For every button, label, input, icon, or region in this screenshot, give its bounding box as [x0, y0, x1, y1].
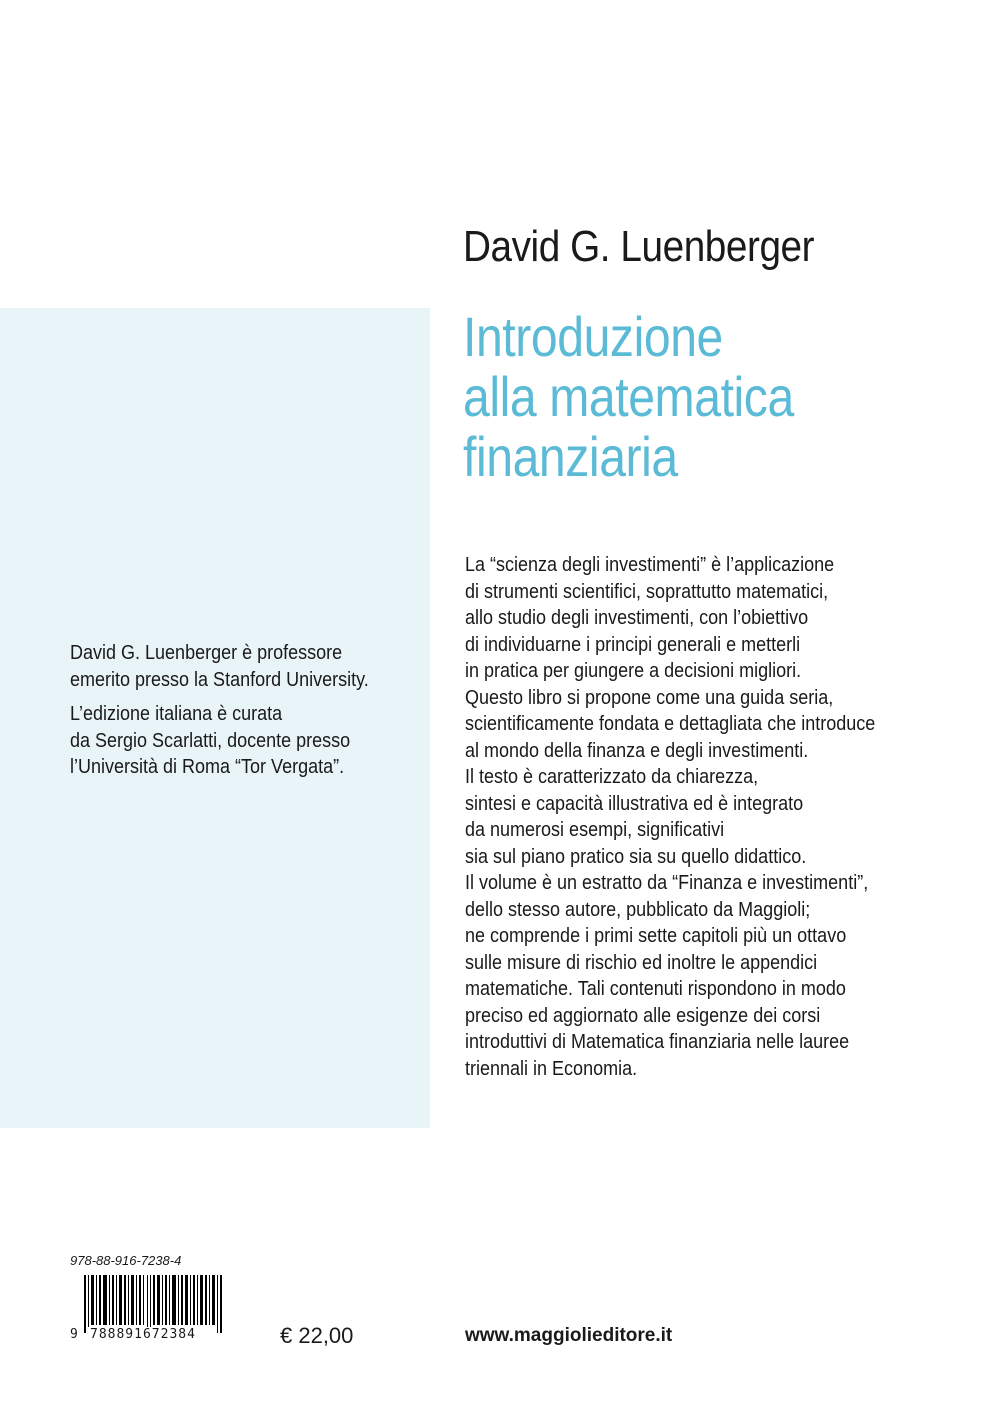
bio-line: da Sergio Scarlatti, docente presso — [70, 729, 351, 752]
description-line: sintesi e capacità illustrativa ed è integrato — [465, 792, 804, 815]
book-description — [465, 552, 933, 1082]
bio-line: l’Università di Roma “Tor Vergata”. — [70, 756, 345, 778]
book-title-line: finanziaria — [463, 425, 678, 488]
description-line: allo studio degli investimenti, con l’obiettivo — [465, 607, 809, 629]
book-title-line: Introduzione — [463, 305, 723, 368]
bio-line: emerito presso la Stanford University. — [70, 668, 369, 691]
bio-paragraph — [70, 640, 394, 693]
description-line: Il testo è caratterizzato da chiarezza, — [465, 766, 759, 788]
description-line: di strumenti scientifici, soprattutto matematici, — [465, 580, 829, 603]
description-line: Questo libro si propone come una guida seria, — [465, 686, 834, 709]
isbn-label: 978-88-916-7238-4 — [70, 1253, 182, 1268]
description-line: in pratica per giungere a decisioni migliori. — [465, 660, 802, 682]
description-line: preciso ed aggiornato alle esigenze dei corsi — [465, 1004, 821, 1027]
barcode-digits: 788891672384 — [90, 1327, 196, 1342]
barcode-icon — [70, 1275, 235, 1355]
description-line: matematiche. Tali contenuti rispondono in modo — [465, 978, 846, 1000]
price-label: € 22,00 — [280, 1323, 354, 1348]
description-line: dello stesso autore, pubblicato da Maggioli; — [465, 898, 811, 921]
description-line: sulle misure di rischio ed inoltre le appendici — [465, 951, 818, 974]
barcode-first-digit: 9 — [70, 1327, 78, 1342]
book-title-line: alla matematica — [463, 365, 794, 428]
description-line: La “scienza degli investimenti” è l’applicazione — [465, 554, 835, 576]
description-line: triennali in Economia. — [465, 1057, 638, 1080]
book-title — [463, 307, 794, 487]
description-line: introduttivi di Matematica finanziaria nelle lauree — [465, 1031, 850, 1053]
description-line: al mondo della finanza e degli investimenti. — [465, 739, 809, 762]
description-line: sia sul piano pratico sia su quello didattico. — [465, 845, 807, 868]
publisher-website: www.maggiolieditore.it — [465, 1325, 673, 1346]
description-line: scientificamente fondata e dettagliata che introduce — [465, 713, 876, 735]
description-line: Il volume è un estratto da “Finanza e investimenti”, — [465, 872, 869, 894]
description-line: da numerosi esempi, significativi — [465, 819, 725, 841]
bio-line: L’edizione italiana è curata — [70, 703, 283, 725]
description-line: di individuarne i principi generali e metterli — [465, 633, 801, 656]
description-line: ne comprende i primi sette capitoli più un ottavo — [465, 925, 847, 947]
author-name: David G. Luenberger — [463, 222, 815, 271]
bio-paragraph — [70, 701, 394, 781]
author-bio — [70, 640, 394, 789]
bio-line: David G. Luenberger è professore — [70, 642, 343, 664]
